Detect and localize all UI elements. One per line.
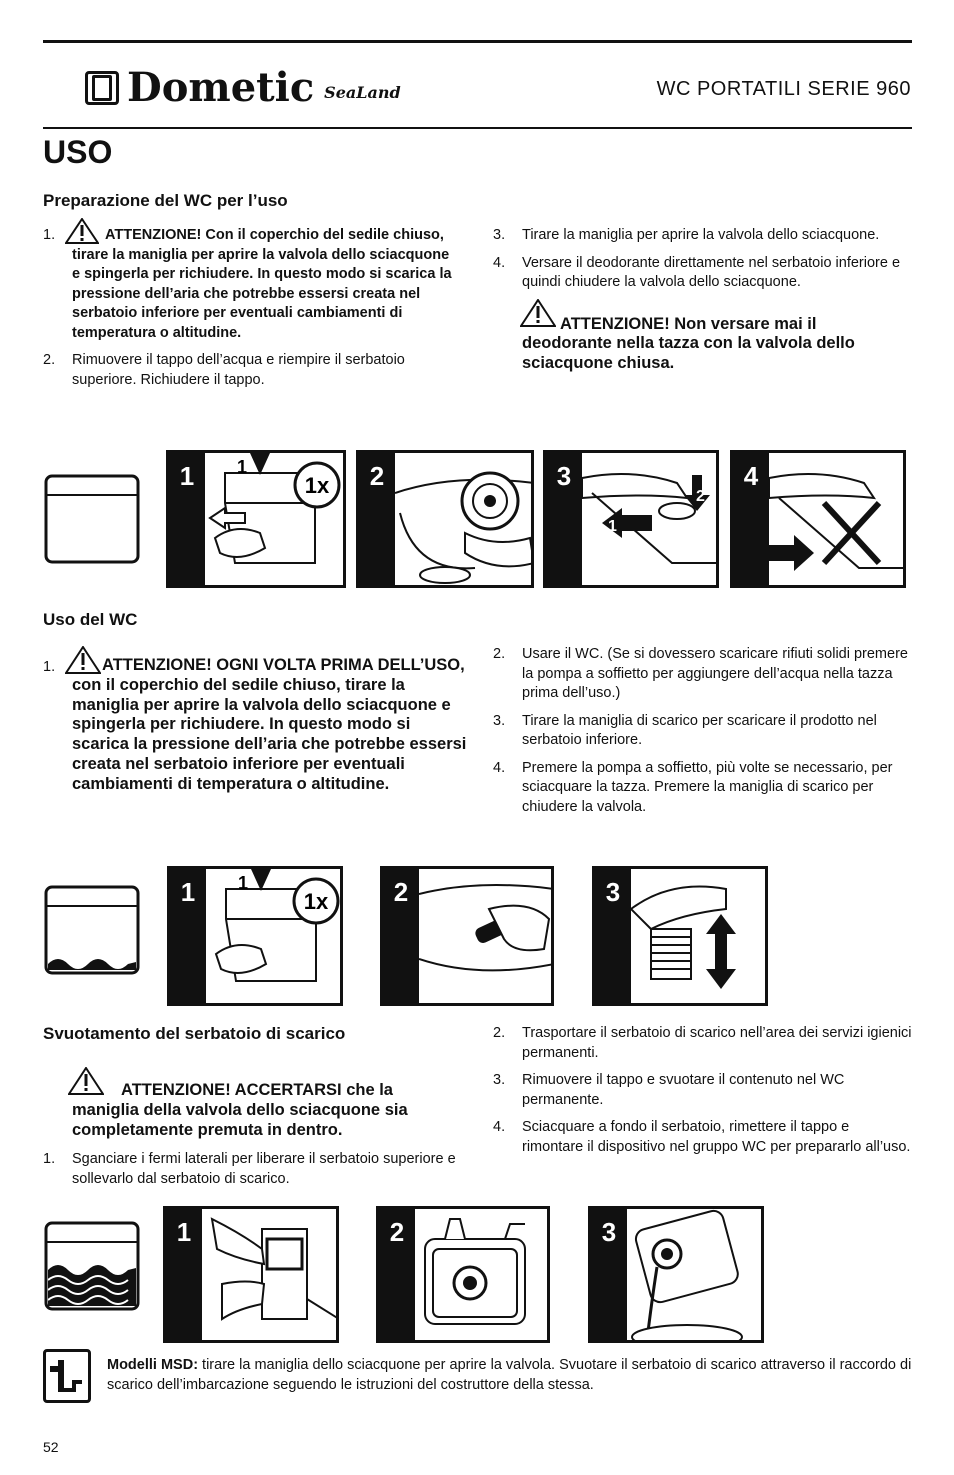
empty-right-column [493,1024,913,1165]
series-title: WC PORTATILI SERIE 960 [656,78,911,100]
tank-level-empty-icon [43,473,141,565]
prep-item-1: 1. ATTENZIONE! Con il coperchio del sedile chiuso, tirare la maniglia per aprire la valvola dello sciacquone e spingerla per richiudere. In questo modo si scarica la pressione dell’aria che potrebbe essersi creata nel serbatoio inferiore per eventuali cambiamenti di temperatura o altitudine. [43,226,453,343]
empty-warning: ATTENZIONE! ACCERTARSI che la maniglia della valvola dello sciacquone sia completamente premuta in dentro. [72,1081,463,1140]
prep-step-panel-3: 3 2 1 [543,450,719,588]
empty-heading: Svuotamento del serbatoio di scarico [43,1024,346,1043]
brand-logo [85,64,401,111]
sub-brand-name: SeaLand [324,83,401,102]
warning-icon [520,299,556,327]
empty-step-panel-3: 3 [588,1206,764,1343]
prep-step-panel-4: 4 [730,450,906,588]
brand-name: Dometic [127,64,315,111]
svg-text:1x: 1x [303,889,329,914]
header-rule [43,127,912,129]
msd-outlet-icon [43,1349,91,1403]
svg-text:1: 1 [608,518,617,535]
empty-left-column [43,1081,463,1198]
empty-step-panel-1: 1 [163,1206,339,1343]
prep-step-panel-1: 1 1x 1 [166,450,346,588]
prep-item-3: 3. Tirare la maniglia per aprire la valvola dello sciacquone. [493,227,880,243]
prep-item-4: 4. Versare il deodorante direttamente nel serbatoio inferiore e quindi chiudere la valvola dello sciacquone. [493,254,901,291]
svg-text:1: 1 [237,457,248,477]
svg-text:1: 1 [238,873,249,893]
use-heading: Uso del WC [43,610,138,629]
use-step-panel-2: 2 [380,866,554,1006]
empty-item-3: 3. Rimuovere il tappo e svuotare il contenuto nel WC permanente. [493,1072,845,1108]
warning-icon [65,218,99,244]
dometic-logo-icon [85,71,119,105]
warning-icon [68,1067,104,1095]
use-item-1: 1. ATTENZIONE! OGNI VOLTA PRIMA DELL’USO, con il coperchio del sedile chiuso, tirare la maniglia per aprire la valvola dello sciacquone e spingerla per richiudere. In questo modo si scarica la pressione dell’aria che potrebbe essersi creata nel serbatoio inferiore per eventuali cambiamenti di temperatura o altitudine. [43,656,468,795]
prep-step-panel-2: 2 [356,450,534,588]
tank-level-low-icon [43,884,141,976]
prep-heading: Preparazione del WC per l’uso [43,191,288,210]
svg-text:1x: 1x [304,473,330,498]
page-title: USO [43,134,113,170]
prep-right-column [493,226,908,374]
prep-warning: ATTENZIONE! Non versare mai il deodorante nella tazza con la valvola dello sciacquone chiusa. [522,315,908,374]
use-step-panel-3: 3 [592,866,768,1006]
top-rule [43,40,912,43]
use-item-4: 4. Premere la pompa a soffietto, più volte se necessario, per sciacquare la tazza. Premere la maniglia di scarico per chiudere la valvola. [493,759,893,815]
use-left-column [43,656,468,803]
use-step-panel-1: 1 1x 1 [167,866,343,1006]
empty-item-2: 2. Trasportare il serbatoio di scarico nell’area dei servizi igienici permanenti. [493,1025,912,1061]
warning-icon [65,646,101,674]
use-item-3: 3. Tirare la maniglia di scarico per scaricare il prodotto nel serbatoio inferiore. [493,712,877,749]
msd-note: Modelli MSD: tirare la maniglia dello sciacquone per aprire la valvola. Svuotare il serbatoio di scarico attraverso il raccordo di scarico dell’imbarcazione seguendo le istruzioni del costruttore della stessa. [107,1357,912,1393]
tank-level-full-icon [43,1220,141,1312]
use-item-2: 2. Usare il WC. (Se si dovessero scaricare rifiuti solidi premere la pompa a soffietto per aggiungere dell’acqua nella tazza prima dell’uso.) [493,646,908,702]
empty-item-1: 1. Sganciare i fermi laterali per liberare il serbatoio superiore e sollevarlo dal serbatoio di scarico. [43,1151,456,1187]
prep-left-column [43,226,453,399]
use-right-column [493,645,918,826]
prep-item-2: 2. Rimuovere il tappo dell’acqua e riempire il serbatoio superiore. Richiudere il tappo. [43,352,405,388]
empty-step-panel-2: 2 [376,1206,550,1343]
svg-text:2: 2 [696,488,705,505]
page-number: 52 [43,1439,59,1455]
empty-item-4: 4. Sciacquare a fondo il serbatoio, rimettere il tappo e rimontare il dispositivo nel gruppo WC per prepararlo all’uso. [493,1119,911,1155]
